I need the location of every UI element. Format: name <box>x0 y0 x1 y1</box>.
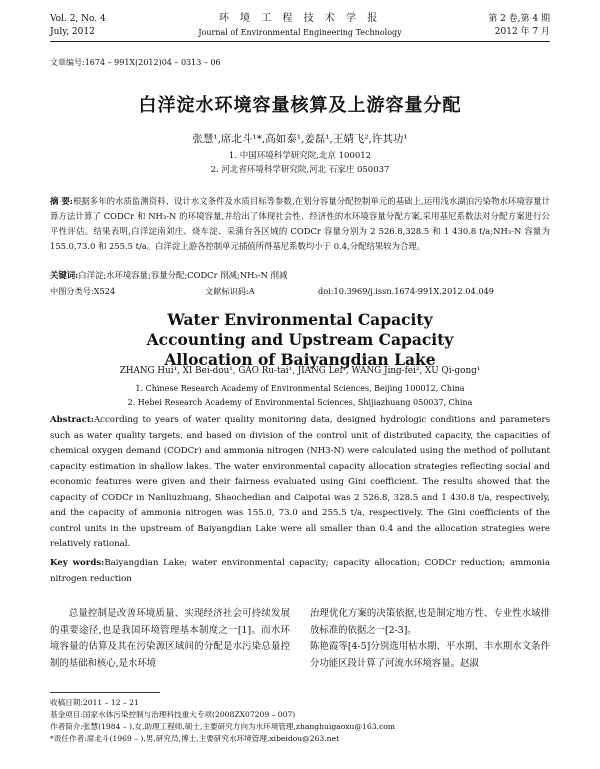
abstract-en <box>50 413 550 553</box>
authors-en: ZHANG Hui¹, XI Bei-dou¹, GAO Ru-tai¹, JIANG Lei¹, WANG Jing-fei², XU Qi-gong¹ <box>119 366 481 376</box>
header-vol-issue: Vol. 2, No. 4 <box>50 14 106 24</box>
title-en <box>0 310 600 370</box>
footnote-rule <box>50 692 160 693</box>
body-left-column: 总量控制是改善环境质量、实现经济社会可持续发展的重要途径,也是我国环境管理基本制度之一[1]。而水环境容量的估算及其在污染源区域间的分配是水污染总量控制的基础和核心,是水环境 <box>50 608 290 669</box>
affiliation-cn-2: 2. 河北省环境科学研究院,河北 石家庄 050037 <box>210 165 390 175</box>
header-vol-issue-cn: 第 2 卷,第 4 期 <box>488 14 550 24</box>
abstract-cn-text: 根据多年的水质监测资料、设计水文条件及水质目标等参数,在划分容量分配控制单元的基础上,运用浅水湖泊污染物水环境容量计算方法计算了 CODCr 和 NH₃-N 的环境容量,并给出了体现社会性、经济性的水环境容量分配方案,采用基尼系数法对分配方案进行公平性评估。结果表明,白洋淀南刘庄、烧车淀、采蒲台各区域的 CODCr 容量分别为 2 526.8,328.5 和 1 430.8 t/a;NH₃-N 容量为 155.0,73.0 和 255.5 t/a。白洋淀上游各控制单元插值所得基尼系数均小于 0.4,分配结果较为合理。 <box>50 196 550 251</box>
authors-cn: 张慧¹,席北斗¹*,高如泰¹,姜磊¹,王婧飞²,许其功¹ <box>192 133 408 145</box>
abstract-en-label: Abstract: <box>50 415 94 425</box>
footnote-received: 收稿日期:2011 – 12 – 21 <box>50 698 139 707</box>
doi: doi:10.3969/j.issn.1674-991X.2012.04.049 <box>318 286 494 296</box>
keywords-cn-label: 关键词: <box>50 270 79 280</box>
header-journal-cn: 环 境 工 程 技 术 学 报 <box>218 13 382 24</box>
body-right-column: 治理优化方案的决策依据,也是制定地方性、专业性水域排放标准的依据之一[2-3]。 陈艳霞等[4-5]分别选用枯水期、平水期、丰水期水文条件分功能区段计算了河流水环境容量。赵淑 <box>310 608 550 669</box>
document-code: 文献标识码:A <box>205 286 255 296</box>
keywords-en-text: Baiyangdian Lake; water environmental capacity; capacity allocation; CODCr reduction; ammonia nitrogen reduction <box>50 558 550 584</box>
title-en-text: Water Environmental Capacity Accounting and Upstream Capacity Allocation of Baiyangdian Lake <box>146 310 454 369</box>
footnote-author-bio: 作者简介:张慧(1984 – ),女,助理工程师,硕士,主要研究方向为水环境管理,zhanghuigaoxu@163.com <box>50 722 395 731</box>
keywords-en-label: Key words: <box>50 558 105 568</box>
header-date-en: July, 2012 <box>50 27 95 37</box>
abstract-cn <box>50 194 550 254</box>
affiliation-en-2: 2. Hebei Research Academy of Environmental Sciences, Shijiazhuang 050037, China <box>127 398 473 407</box>
keywords-cn-text: 白洋淀;水环境容量;容量分配;CODCr 削减;NH₃-N 削减 <box>78 270 288 280</box>
keywords-en <box>50 556 550 587</box>
header-rule <box>50 41 550 42</box>
abstract-en-text: According to years of water quality monitoring data, designed hydrologic conditions and parameters such as water quality targets, and based on division of the control unit of distributed capacity, the capacities of chemical oxygen demand (CODCr) and ammonia nitrogen (NH3-N) were calculated using the method of pollutant capacity estimation in shallow lakes. The water environmental capacity allocation strategies reflecting social and economic features were given and their fairness evaluated using Gini coefficient. The results showed that the capacity of CODCr in Nanliuzhuang, Shaochedian and Caipotai was 2 526.8, 328.5 and 1 430.8 t/a, respectively, and the capacity of ammonia nitrogen was 155.0, 73.0 and 255.5 t/a, respectively. The Gini coefficients of the control units in the upstream of Baiyangdian Lake were all smaller than 0.4 and the allocation strategies were relatively rational. <box>50 415 550 549</box>
affiliation-en-1: 1. Chinese Research Academy of Environmental Sciences, Beijing 100012, China <box>135 384 465 393</box>
header-journal-en: Journal of Environmental Engineering Technology <box>198 28 402 37</box>
footnote-funding: 基金项目:国家水体污染控制与治理科技重大专项(2008ZX07209 – 007) <box>50 710 296 719</box>
keywords-cn <box>50 268 550 284</box>
clc-number: 中图分类号:X524 <box>50 286 116 296</box>
footnote-corresponding-author: *责任作者:席北斗(1969 – ),男,研究员,博士,主要研究水环境管理,xibeidou@263.net <box>50 734 340 743</box>
header-date-cn: 2012 年 7 月 <box>494 27 550 37</box>
abstract-cn-label: 摘 要: <box>50 196 73 206</box>
title-cn: 白洋淀水环境容量核算及上游容量分配 <box>138 95 462 116</box>
article-id: 文章编号:1674 – 991X(2012)04 – 0313 – 06 <box>50 58 221 67</box>
affiliation-cn-1: 1. 中国环境科学研究院,北京 100012 <box>228 151 372 161</box>
